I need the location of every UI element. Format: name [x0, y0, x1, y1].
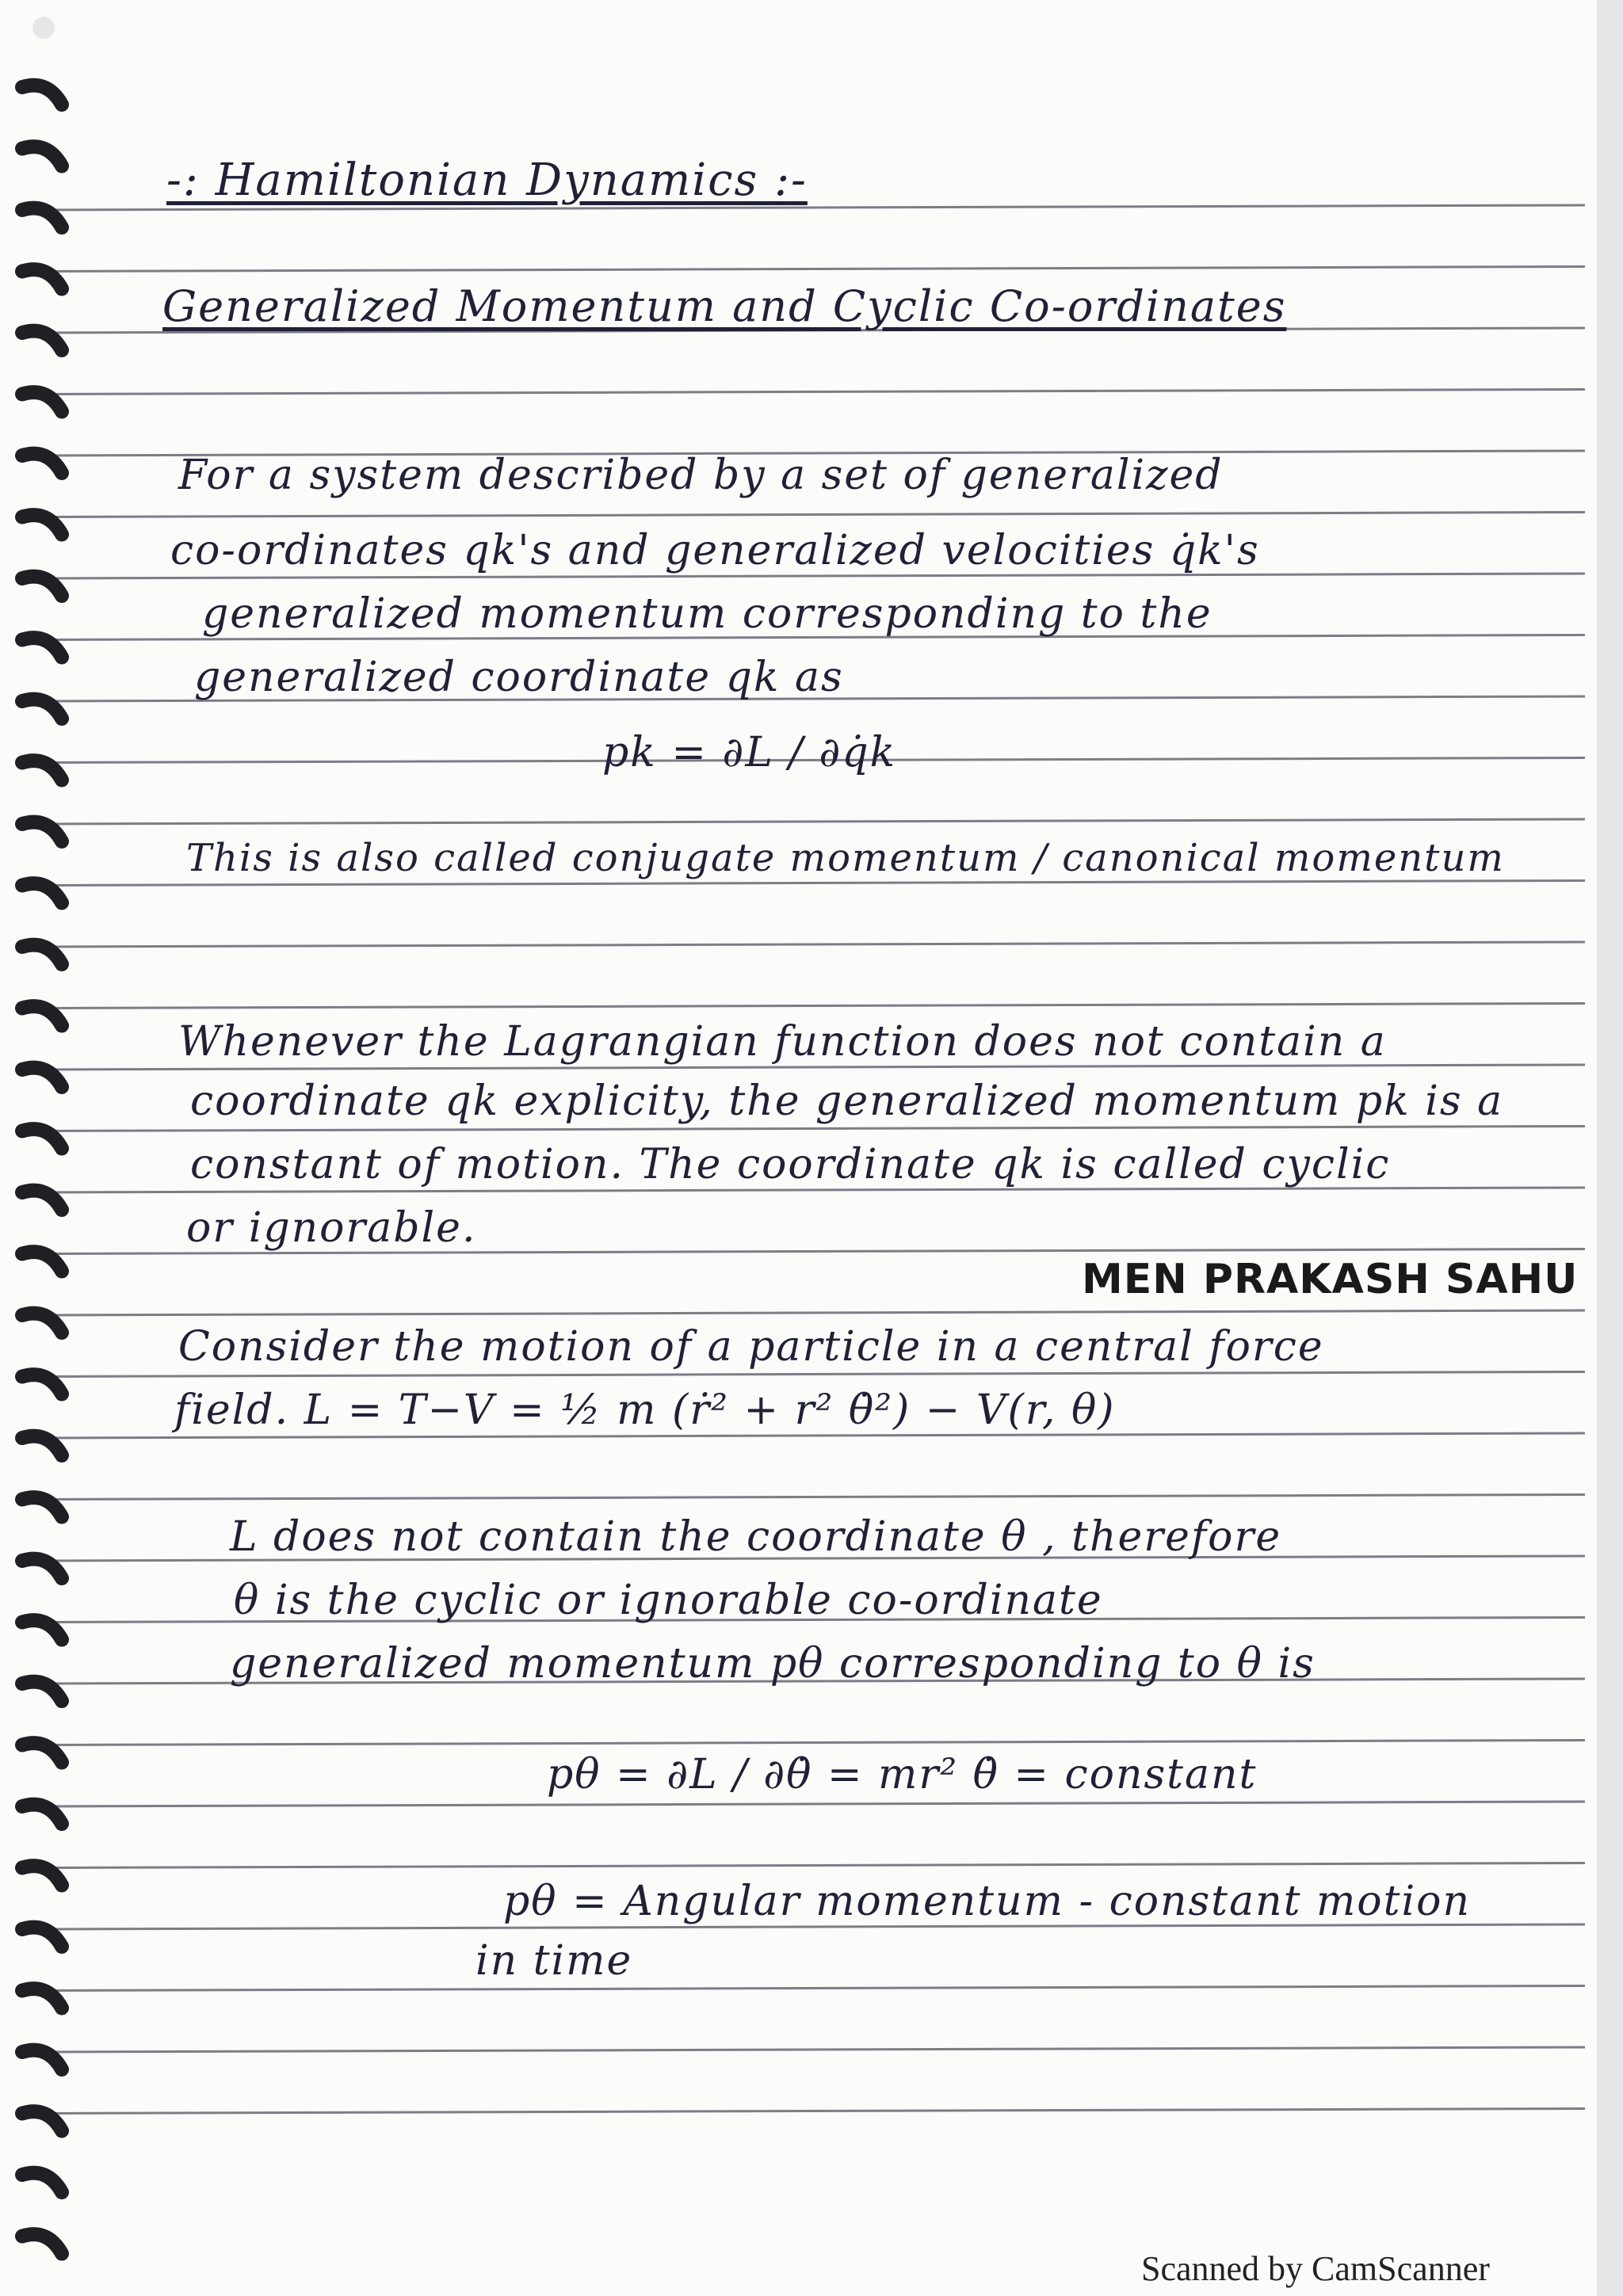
paragraph-line: co-ordinates qk's and generalized velocities q̇k's	[170, 527, 1260, 574]
ruled-line	[48, 513, 1585, 517]
ruled-line	[48, 1004, 1585, 1009]
paragraph-line: in time	[475, 1937, 633, 1985]
paragraph-line: generalized momentum corresponding to the	[202, 590, 1212, 638]
spiral-ring	[22, 208, 62, 227]
paragraph-line: field. L = T−V = ½ m (ṙ² + r² θ̇²) − V(r, θ)	[174, 1386, 1116, 1434]
paragraph-line: L does not contain the coordinate θ , therefore	[230, 1513, 1282, 1561]
page-edge	[1597, 0, 1623, 2296]
spiral-ring	[22, 577, 62, 596]
paragraph-line: generalized momentum pθ corresponding to θ is	[230, 1640, 1316, 1688]
spiral-ring	[22, 1497, 62, 1516]
spiral-ring	[22, 147, 62, 166]
spiral-ring	[22, 1436, 62, 1455]
section-heading: Generalized Momentum and Cyclic Co-ordinates	[162, 281, 1287, 331]
ruled-line	[48, 267, 1585, 272]
paragraph-line: coordinate qk explicity, the generalized momentum pk is a	[190, 1077, 1504, 1125]
spiral-ring	[22, 822, 62, 841]
paragraph-line: generalized coordinate qk as	[194, 654, 844, 701]
page-title: -: Hamiltonian Dynamics :-	[166, 154, 808, 206]
paragraph-line: or ignorable.	[186, 1204, 477, 1252]
spiral-ring	[22, 515, 62, 534]
spiral-ring	[22, 761, 62, 780]
ruled-line	[48, 1986, 1585, 1991]
spiral-ring	[22, 1191, 62, 1210]
ruled-line	[48, 1310, 1585, 1315]
ruled-line	[48, 881, 1585, 886]
ruled-line	[48, 390, 1585, 395]
author-watermark: MEN PRAKASH SAHU	[1082, 1256, 1579, 1303]
paragraph-line: For a system described by a set of generalized	[178, 452, 1224, 499]
spiral-ring	[22, 392, 62, 411]
spiral-ring	[22, 2234, 62, 2253]
spiral-ring	[22, 1866, 62, 1885]
paragraph-line: Whenever the Lagrangian function does not contain a	[178, 1018, 1387, 1066]
equation-momentum: pk = ∂L / ∂q̇k	[602, 729, 897, 776]
scanner-footer: Scanned by CamScanner	[1141, 2249, 1490, 2288]
spiral-ring	[22, 2173, 62, 2192]
spiral-ring	[22, 86, 62, 105]
ruled-line	[48, 1741, 1585, 1745]
ruled-line	[48, 2047, 1585, 2052]
spiral-ring	[22, 1252, 62, 1271]
equation-angular-momentum: pθ = ∂L / ∂θ̇ = mr² θ̇ = constant	[547, 1751, 1258, 1798]
spiral-ring	[22, 1559, 62, 1578]
spiral-ring	[22, 1743, 62, 1762]
spiral-ring	[22, 1068, 62, 1087]
ruled-line	[48, 942, 1585, 947]
spiral-ring	[22, 883, 62, 902]
paragraph-line: Consider the motion of a particle in a central force	[178, 1323, 1324, 1371]
spiral-ring	[22, 638, 62, 657]
spiral-ring	[22, 1375, 62, 1394]
ruled-line	[48, 1372, 1585, 1377]
ruled-line	[48, 819, 1585, 824]
spiral-ring	[22, 1989, 62, 2008]
paragraph-line: constant of motion. The coordinate qk is called cyclic	[190, 1141, 1391, 1188]
spiral-ring	[22, 700, 62, 719]
spiral-ring	[22, 2050, 62, 2069]
ruled-line	[48, 1802, 1585, 1806]
ruled-line	[48, 1495, 1585, 1500]
spiral-ring	[22, 1006, 62, 1025]
binding-hole	[32, 17, 55, 39]
ruled-line	[48, 1863, 1585, 1868]
spiral-binding	[0, 0, 87, 2296]
ruled-line	[48, 2109, 1585, 2114]
spiral-ring	[22, 331, 62, 350]
spiral-ring	[22, 1314, 62, 1333]
paragraph-line: pθ = Angular momentum - constant motion	[503, 1878, 1471, 1925]
spiral-ring	[22, 269, 62, 288]
spiral-ring	[22, 454, 62, 473]
spiral-ring	[22, 1928, 62, 1947]
ruled-line	[48, 1127, 1585, 1131]
spiral-ring	[22, 1620, 62, 1639]
spiral-ring	[22, 2111, 62, 2130]
spiral-ring	[22, 945, 62, 964]
spiral-ring	[22, 1129, 62, 1148]
spiral-ring	[22, 1682, 62, 1701]
spiral-ring	[22, 1805, 62, 1824]
paragraph-line: θ is the cyclic or ignorable co-ordinate	[234, 1577, 1103, 1624]
paragraph-line: This is also called conjugate momentum / canonical momentum	[186, 836, 1505, 880]
